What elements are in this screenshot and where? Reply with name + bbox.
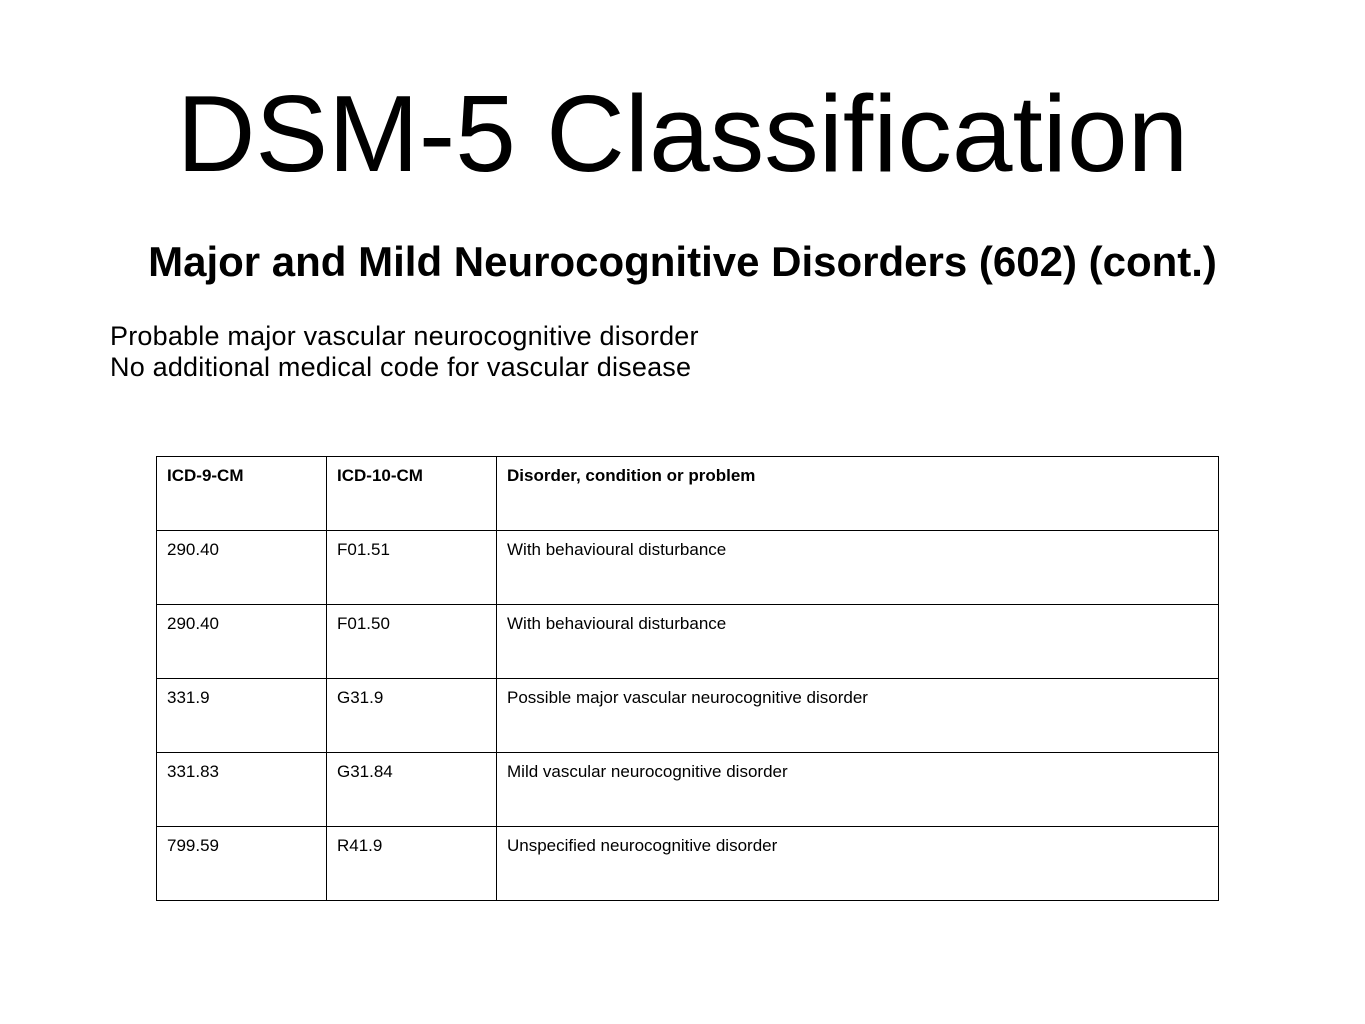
cell-disorder: Mild vascular neurocognitive disorder xyxy=(497,753,1219,827)
table-row xyxy=(157,753,1219,827)
cell-icd10: G31.84 xyxy=(327,753,497,827)
cell-disorder: With behavioural disturbance xyxy=(497,605,1219,679)
cell-icd9: 290.40 xyxy=(157,605,327,679)
cell-disorder: With behavioural disturbance xyxy=(497,531,1219,605)
cell-icd10: R41.9 xyxy=(327,827,497,901)
table-row xyxy=(157,531,1219,605)
cell-icd9: 799.59 xyxy=(157,827,327,901)
cell-icd10: G31.9 xyxy=(327,679,497,753)
cell-icd9: 331.83 xyxy=(157,753,327,827)
classification-table xyxy=(156,456,1219,901)
cell-disorder: Possible major vascular neurocognitive disorder xyxy=(497,679,1219,753)
cell-icd9: 290.40 xyxy=(157,531,327,605)
cell-disorder: Unspecified neurocognitive disorder xyxy=(497,827,1219,901)
cell-icd10: F01.51 xyxy=(327,531,497,605)
table-header-row xyxy=(157,457,1219,531)
header-icd9: ICD-9-CM xyxy=(157,457,327,531)
slide-subtitle: Major and Mild Neurocognitive Disorders (602) (cont.) xyxy=(148,238,1217,285)
cell-icd9: 331.9 xyxy=(157,679,327,753)
cell-icd10: F01.50 xyxy=(327,605,497,679)
table-row xyxy=(157,827,1219,901)
header-icd10: ICD-10-CM xyxy=(327,457,497,531)
note-line: Probable major vascular neurocognitive disorder xyxy=(110,321,699,351)
table-row xyxy=(157,605,1219,679)
table-row xyxy=(157,679,1219,753)
notes-block xyxy=(110,321,699,383)
slide-title: DSM-5 Classification xyxy=(176,73,1189,195)
header-disorder: Disorder, condition or problem xyxy=(497,457,1219,531)
note-line: No additional medical code for vascular disease xyxy=(110,352,692,382)
